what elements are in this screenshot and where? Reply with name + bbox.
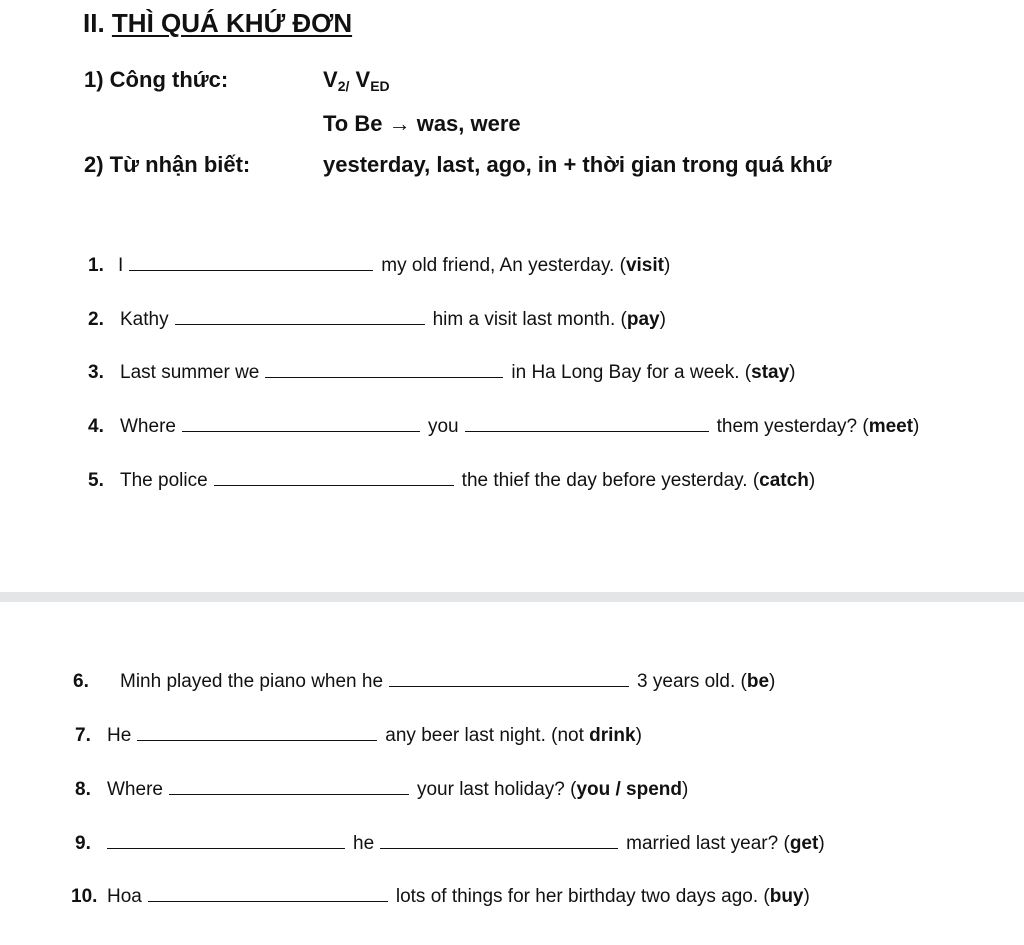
- answer-blank[interactable]: [389, 686, 629, 687]
- signal-words: yesterday, last, ago, in + thời gian trong quá khứ: [323, 152, 832, 177]
- section-heading: THÌ QUÁ KHỨ ĐƠN: [111, 8, 353, 38]
- exercise-item: 1. I my old friend, An yesterday. (visit): [88, 255, 671, 276]
- exercise-item: 3. Last summer we in Ha Long Bay for a week. (stay): [88, 362, 796, 383]
- formula-value: $V_{2/}$ $V_{ED}$: [323, 67, 390, 94]
- answer-blank[interactable]: [214, 485, 454, 486]
- answer-blank[interactable]: [380, 848, 618, 849]
- page-separator: [0, 592, 1024, 602]
- exercise-item: 2. Kathy him a visit last month. (pay): [88, 309, 666, 330]
- exercise-item: 6. Minh played the piano when he 3 years old. (be): [73, 671, 776, 692]
- exercise-item: 5. The police the thief the day before yesterday. (catch): [88, 470, 816, 491]
- answer-blank[interactable]: [182, 431, 420, 432]
- exercise-item: 9. he married last year? (get): [75, 833, 825, 854]
- section-number: II.: [83, 8, 105, 38]
- section-title: [83, 8, 352, 39]
- answer-blank[interactable]: [107, 848, 345, 849]
- exercise-item: 10. Hoa lots of things for her birthday two days ago. (buy): [71, 886, 810, 907]
- exercise-item: 7. He any beer last night. (not drink): [75, 725, 642, 746]
- answer-blank[interactable]: [465, 431, 709, 432]
- answer-blank[interactable]: [169, 794, 409, 795]
- exercise-item: 4. Where you them yesterday? (meet): [88, 416, 920, 437]
- exercise-item: 8. Where your last holiday? (you / spend): [75, 779, 689, 800]
- to-be-rule: To Be → was, were: [323, 111, 521, 136]
- signal-words-label: 2) Từ nhận biết:: [84, 152, 251, 177]
- answer-blank[interactable]: [137, 740, 377, 741]
- answer-blank[interactable]: [129, 270, 373, 271]
- answer-blank[interactable]: [265, 377, 503, 378]
- formula-label: 1) Công thức:: [84, 67, 229, 92]
- answer-blank[interactable]: [148, 901, 388, 902]
- answer-blank[interactable]: [175, 324, 425, 325]
